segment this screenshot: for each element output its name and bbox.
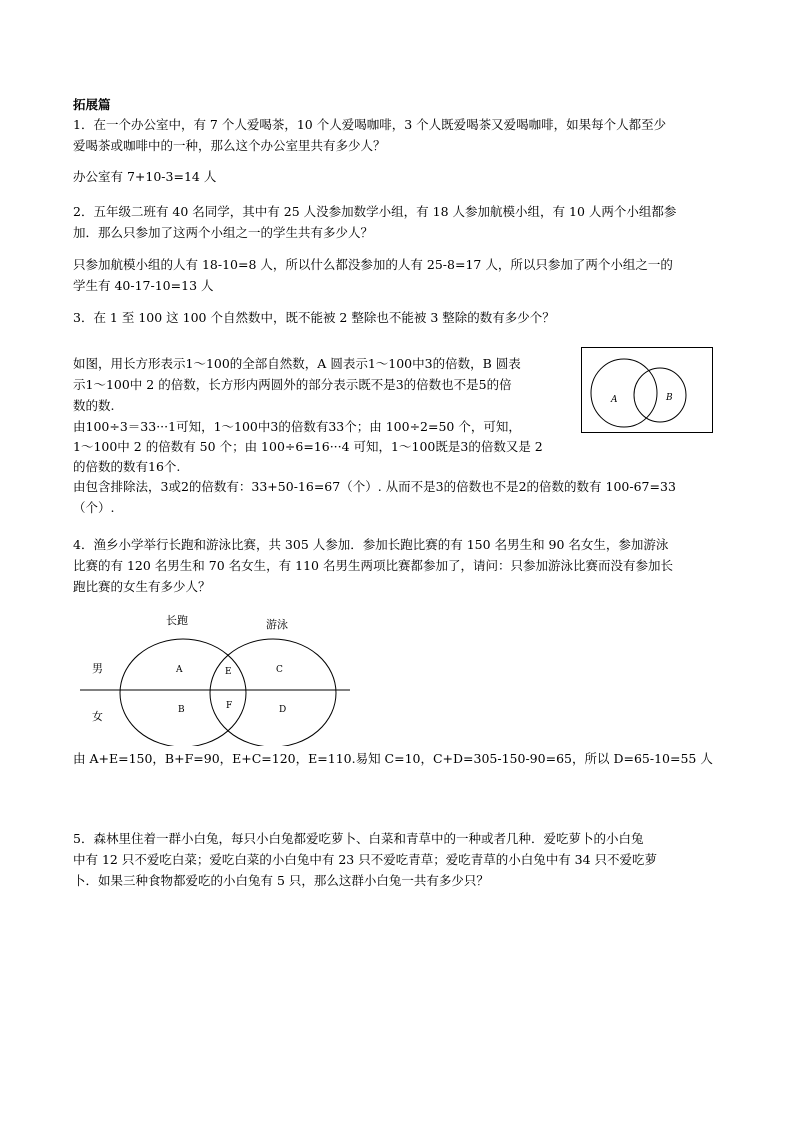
venn-circle-a <box>591 359 657 427</box>
q4-venn-diagram <box>70 606 360 746</box>
venn-label-a: A <box>611 395 618 405</box>
running-title: 长跑 <box>166 614 188 627</box>
q5-line-1: 5．森林里住着一群小白兔，每只小白兔都爱吃萝卜、白菜和青草中的一种或者几种．爱吃萝卜的小白兔 <box>73 831 644 846</box>
q3-solution-line-2: 示1～100中 2 的倍数，长方形内两圆外的部分表示既不是3的倍数也不是5的倍 <box>73 377 512 392</box>
q3-solution-line-7: 由包含排除法，3或2的倍数有：33+50-16=67（个）. 从而不是3的倍数也不是2的倍数的数有 100-67=33 <box>73 479 676 494</box>
q3-solution-line-3: 数的数. <box>73 398 115 413</box>
q4-answer: 由 A+E=150，B+F=90，E+C=120，E=110.易知 C=10，C+D=305-150-90=65，所以 D=65-10=55 人 <box>73 751 713 766</box>
q3-solution-line-8: （个）. <box>73 500 115 515</box>
region-c-label: C <box>276 665 283 675</box>
region-b-label: B <box>178 705 185 715</box>
row-label-female: 女 <box>92 710 103 723</box>
q3-venn-diagram <box>581 347 713 433</box>
q3-solution-line-1: 如图，用长方形表示1～100的全部自然数，A 圆表示1～100中3的倍数，B 圆表 <box>73 356 521 371</box>
q1-line-1: 1．在一个办公室中，有 7 个人爱喝茶，10 个人爱喝咖啡，3 个人既爱喝茶又爱喝咖啡，如果每个人都至少 <box>73 117 667 132</box>
region-f-label: F <box>226 701 233 711</box>
q3-line-1: 3．在 1 至 100 这 100 个自然数中，既不能被 2 整除也不能被 3 整除的数有多少个？ <box>73 310 555 325</box>
venn-rectangle <box>582 348 713 433</box>
q2-answer-line-2: 学生有 40-17-10=13 人 <box>73 278 214 293</box>
q5-line-2: 中有 12 只不爱吃白菜；爱吃白菜的小白兔中有 23 只不爱吃青草；爱吃青草的小白兔中有 34 只不爱吃萝 <box>73 852 658 867</box>
q4-line-3: 跑比赛的女生有多少人？ <box>73 579 211 594</box>
q2-answer-line-1: 只参加航模小组的人有 18-10=8 人，所以什么都没参加的人有 25-8=17 人，所以只参加了两个小组之一的 <box>73 257 673 272</box>
row-label-male: 男 <box>92 662 103 675</box>
region-d-label: D <box>279 705 287 715</box>
swimming-title: 游泳 <box>266 618 288 631</box>
q3-solution-line-4: 由100÷3＝33···1可知，1～100中3的倍数有33个；由 100÷2=50 个，可知， <box>73 419 521 434</box>
q2-line-2: 加．那么只参加了这两个小组之一的学生共有多少人？ <box>73 225 374 240</box>
region-a-label: A <box>176 665 183 675</box>
q3-solution-line-5: 1～100中 2 的倍数有 50 个；由 100÷6=16···4 可知，1～100既是3的倍数又是 2 <box>73 439 543 454</box>
venn-label-b: B <box>666 393 673 403</box>
q5-line-3: 卜．如果三种食物都爱吃的小白兔有 5 只，那么这群小白兔一共有多少只？ <box>73 873 489 888</box>
q1-line-2: 爱喝茶或咖啡中的一种，那么这个办公室里共有多少人？ <box>73 138 386 153</box>
q1-answer: 办公室有 7+10-3=14 人 <box>73 169 217 184</box>
q2-line-1: 2．五年级二班有 40 名同学，其中有 25 人没参加数学小组，有 18 人参加航模小组，有 10 人两个小组都参 <box>73 204 677 219</box>
q4-line-2: 比赛的有 120 名男生和 70 名女生，有 110 名男生两项比赛都参加了，请问：只参加游泳比赛而没有参加长 <box>73 558 673 573</box>
venn-circle-b <box>634 368 686 422</box>
region-e-label: E <box>225 667 232 677</box>
section-heading: 拓展篇 <box>73 97 111 112</box>
q4-line-1: 4．渔乡小学举行长跑和游泳比赛，共 305 人参加．参加长跑比赛的有 150 名男生和 90 名女生，参加游泳 <box>73 537 669 552</box>
q3-solution-line-6: 的倍数的数有16个. <box>73 459 181 474</box>
